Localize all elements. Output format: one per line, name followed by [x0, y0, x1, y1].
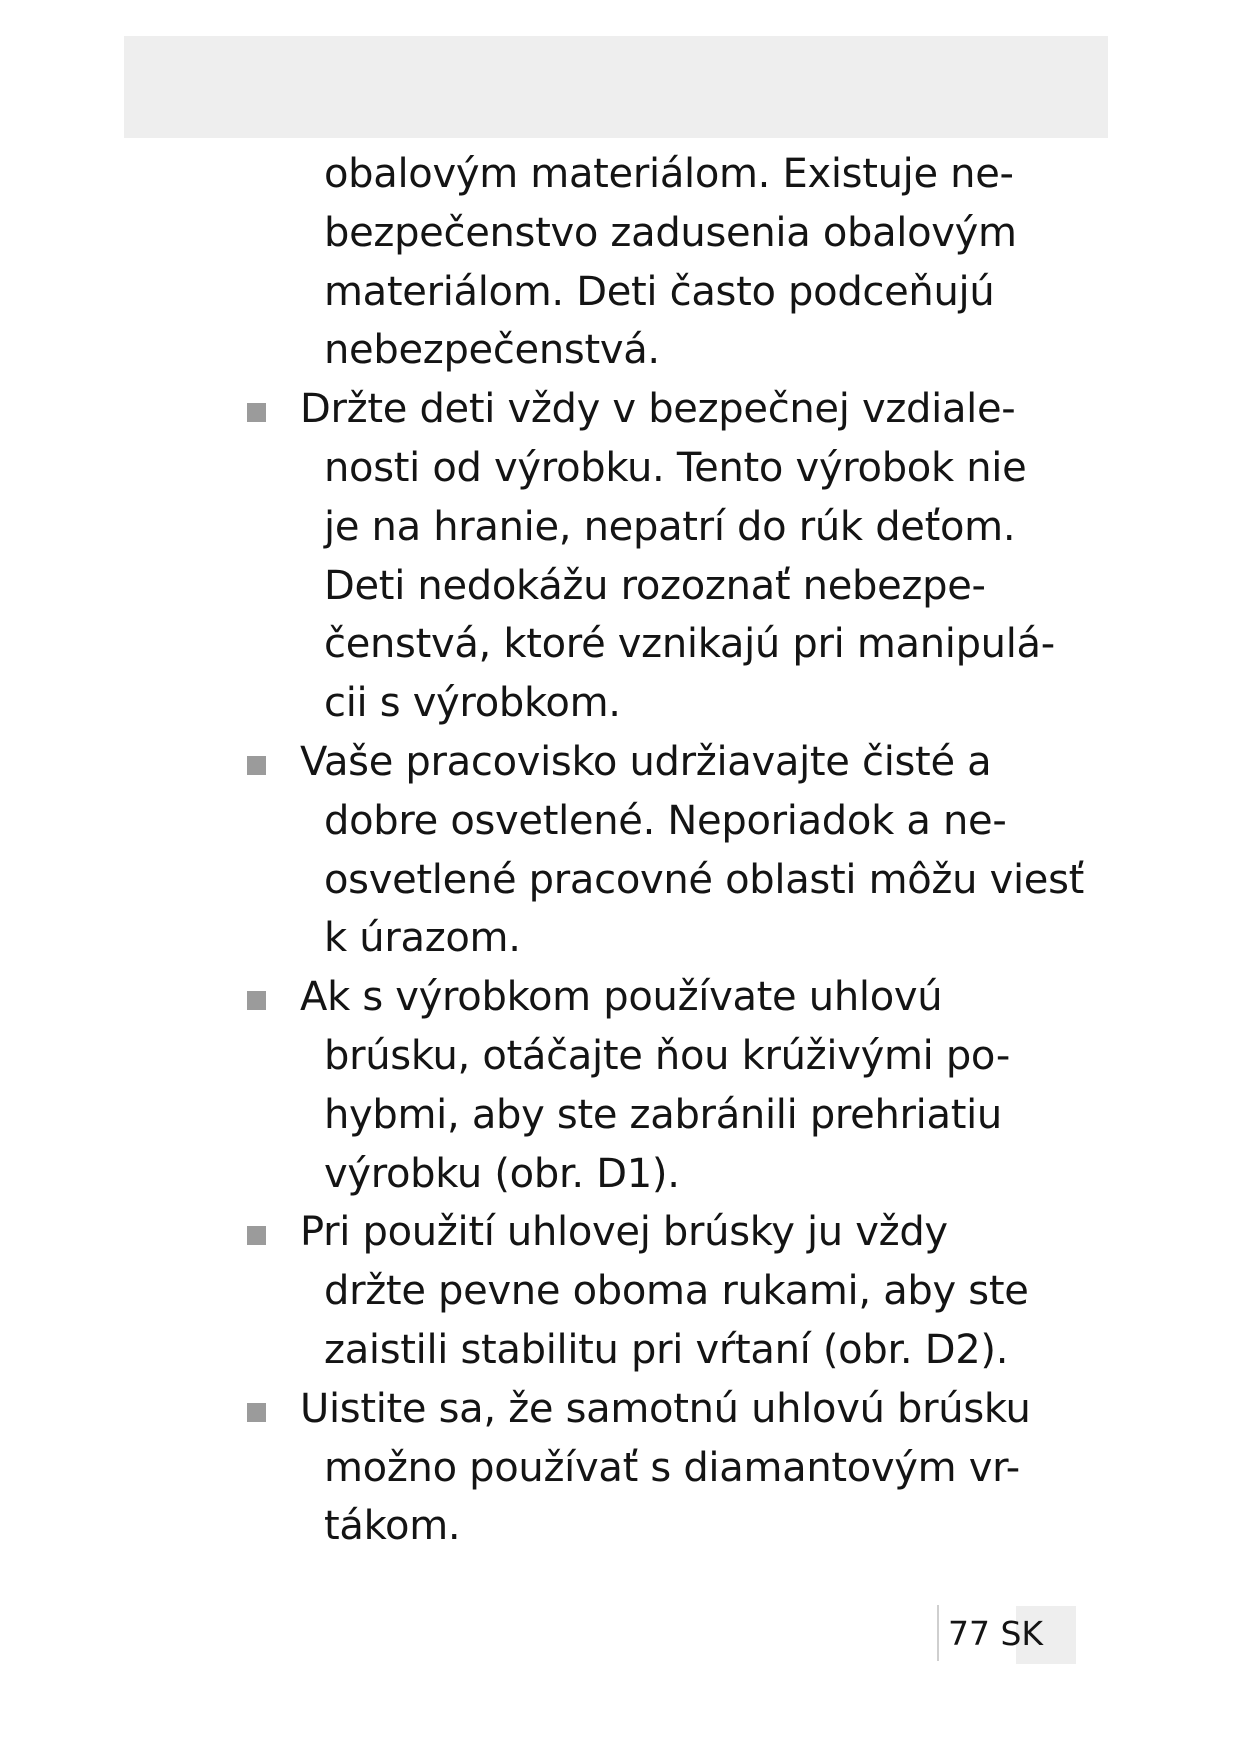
header-band — [124, 36, 1108, 138]
square-bullet-icon — [247, 756, 266, 775]
text-line: hybmi, aby ste zabránili prehriatiu — [324, 1091, 1002, 1138]
safety-item-two-hands — [240, 1203, 1029, 1379]
text-line: držte pevne oboma rukami, aby ste — [324, 1268, 1029, 1315]
text-line: materiálom. Deti často podceňujú — [324, 268, 995, 315]
safety-item-circular-motion — [240, 968, 1010, 1203]
text-line: bezpečenstvo zadusenia obalovým — [324, 209, 1017, 256]
item-first-line — [240, 1380, 1031, 1439]
text-line: výrobku (obr. D1). — [324, 1150, 680, 1197]
continued-paragraph — [240, 145, 1017, 380]
text-line: cii s výrobkom. — [324, 680, 621, 727]
text-line: brúsku, otáčajte ňou krúživými po- — [324, 1032, 1010, 1079]
item-text: Držte deti vždy v bezpečnej vzdiale- — [300, 386, 1016, 433]
text-line: je na hranie, nepatrí do rúk deťom. — [324, 503, 1016, 550]
square-bullet-icon — [247, 1226, 266, 1245]
item-text: Ak s výrobkom používate uhlovú — [300, 974, 943, 1021]
item-first-line — [240, 968, 1000, 1027]
safety-item-keep-children-away — [240, 380, 1055, 733]
safety-item-workplace-clean — [240, 733, 1084, 968]
text-line: nosti od výrobku. Tento výrobok nie — [324, 444, 1027, 491]
item-text: Pri použití uhlovej brúsky ju vždy — [300, 1209, 948, 1256]
page-content — [240, 145, 1084, 1556]
text-line: tákom. — [324, 1503, 461, 1550]
item-first-line — [240, 380, 1016, 439]
text-line: dobre osvetlené. Neporiadok a ne- — [324, 797, 1007, 844]
text-line: možno používať s diamantovým vr- — [324, 1444, 1020, 1491]
item-text: Vaše pracovisko udržiavajte čisté a — [300, 738, 992, 785]
text-line: čenstvá, ktoré vznikajú pri manipulá- — [324, 621, 1055, 668]
item-text: Uistite sa, že samotnú uhlovú brúsku — [300, 1385, 1031, 1432]
item-first-line — [240, 733, 1000, 792]
text-line: k úrazom. — [324, 915, 521, 962]
text-line: zaistili stabilitu pri vŕtaní (obr. D2). — [324, 1326, 1009, 1373]
text-line: osvetlené pracovné oblasti môžu viesť — [324, 856, 1084, 903]
text-line: nebezpečenstvá. — [324, 327, 660, 374]
page-number: 77 SK — [948, 1614, 1044, 1653]
footer-divider — [937, 1605, 939, 1661]
safety-item-diamond-bit — [240, 1380, 1031, 1556]
square-bullet-icon — [247, 403, 266, 422]
text-line: obalovým materiálom. Existuje ne- — [324, 151, 1014, 197]
square-bullet-icon — [247, 991, 266, 1010]
square-bullet-icon — [247, 1403, 266, 1422]
item-first-line — [240, 1203, 1000, 1262]
text-line: Deti nedokážu rozoznať nebezpe- — [324, 562, 986, 609]
